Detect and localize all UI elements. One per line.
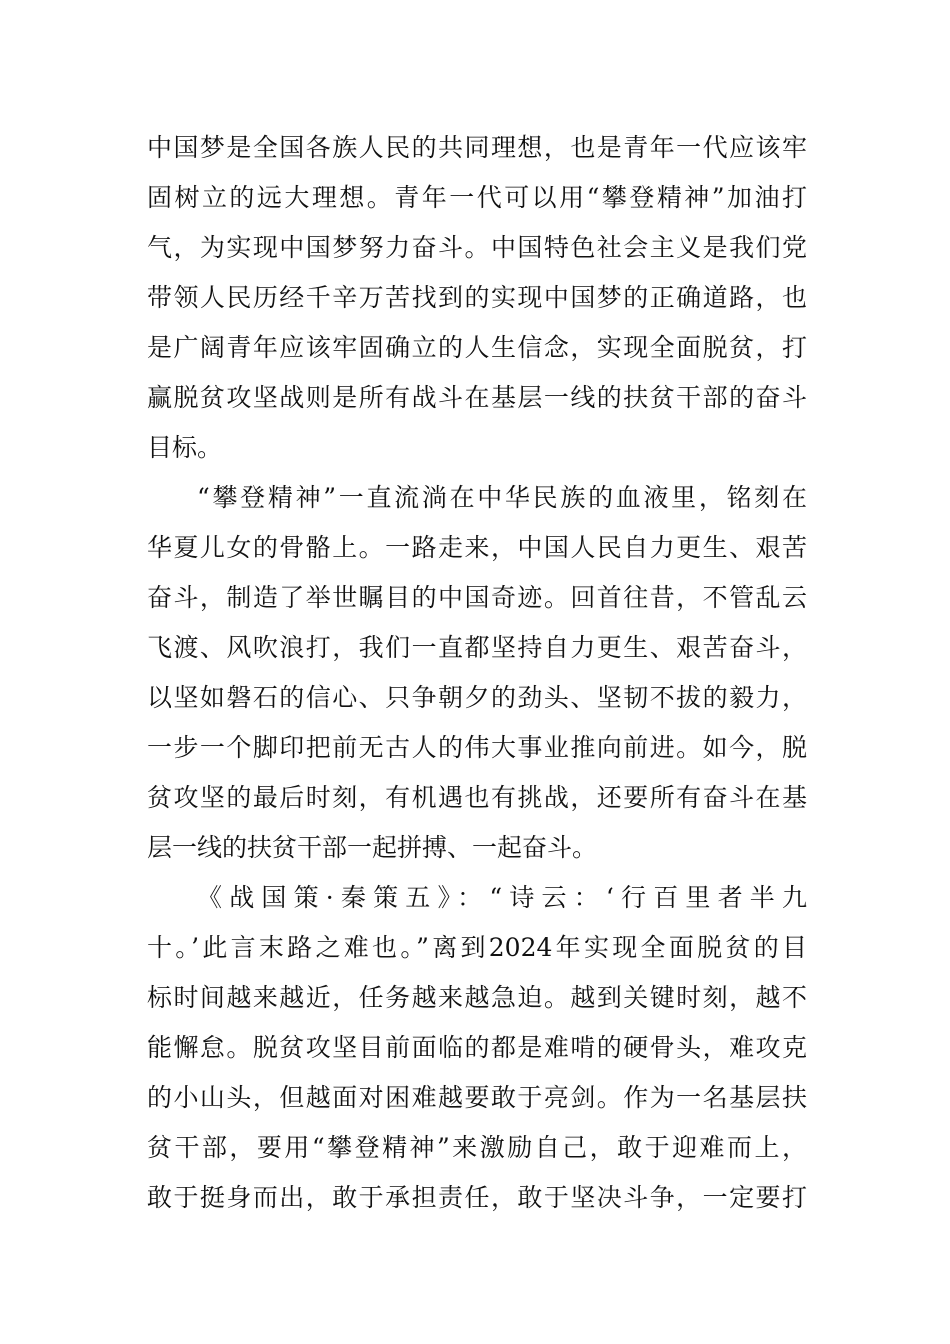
paragraph-line: 飞渡、风吹浪打，我们一直都坚持自力更生、艰苦奋斗， (147, 633, 807, 662)
paragraph-line: 是广阔青年应该牢固确立的人生信念，实现全面脱贫，打 (147, 333, 807, 362)
paragraph-line: 华夏儿女的骨骼上。一路走来，中国人民自力更生、艰苦 (147, 533, 807, 562)
paragraph-line: 能懈怠。脱贫攻坚目前面临的都是难啃的硬骨头，难攻克 (147, 1033, 807, 1062)
paragraph-line: 以坚如磐石的信心、只争朝夕的劲头、坚韧不拔的毅力， (147, 683, 807, 712)
paragraph-line: 层一线的扶贫干部一起拼搏、一起奋斗。 (147, 833, 598, 862)
paragraph-line: 气，为实现中国梦努力奋斗。中国特色社会主义是我们党 (147, 233, 807, 262)
paragraph-line: 一步一个脚印把前无古人的伟大事业推向前进。如今，脱 (147, 733, 807, 762)
paragraph-line: 敢于挺身而出，敢于承担责任，敢于坚决斗争，一定要打 (147, 1183, 807, 1212)
paragraph-line: 奋斗，制造了举世瞩目的中国奇迹。回首往昔，不管乱云 (147, 583, 807, 612)
paragraph-line: 固树立的远大理想。青年一代可以用“攀登精神”加油打 (147, 183, 807, 212)
paragraph-line: 带领人民历经千辛万苦找到的实现中国梦的正确道路，也 (147, 283, 807, 312)
paragraph-line: 贫干部，要用“攀登精神”来激励自己，敢于迎难而上， (147, 1133, 807, 1162)
paragraph-line: 中国梦是全国各族人民的共同理想，也是青年一代应该牢 (147, 133, 807, 162)
paragraph-line: 十。’此言末路之难也。”离到2024年实现全面脱贫的目 (147, 933, 807, 962)
paragraph-line: 贫攻坚的最后时刻，有机遇也有挑战，还要所有奋斗在基 (147, 783, 807, 812)
paragraph-line: 《战国策·秦策五》：“诗云：‘行百里者半九 (197, 883, 807, 912)
paragraph-line: 赢脱贫攻坚战则是所有战斗在基层一线的扶贫干部的奋斗 (147, 383, 807, 412)
paragraph-line: 标时间越来越近，任务越来越急迫。越到关键时刻，越不 (147, 983, 807, 1012)
paragraph-line: “攀登精神”一直流淌在中华民族的血液里，铭刻在 (197, 483, 807, 512)
paragraph-line: 目标。 (147, 433, 223, 462)
paragraph-line: 的小山头，但越面对困难越要敢于亮剑。作为一名基层扶 (147, 1083, 807, 1112)
